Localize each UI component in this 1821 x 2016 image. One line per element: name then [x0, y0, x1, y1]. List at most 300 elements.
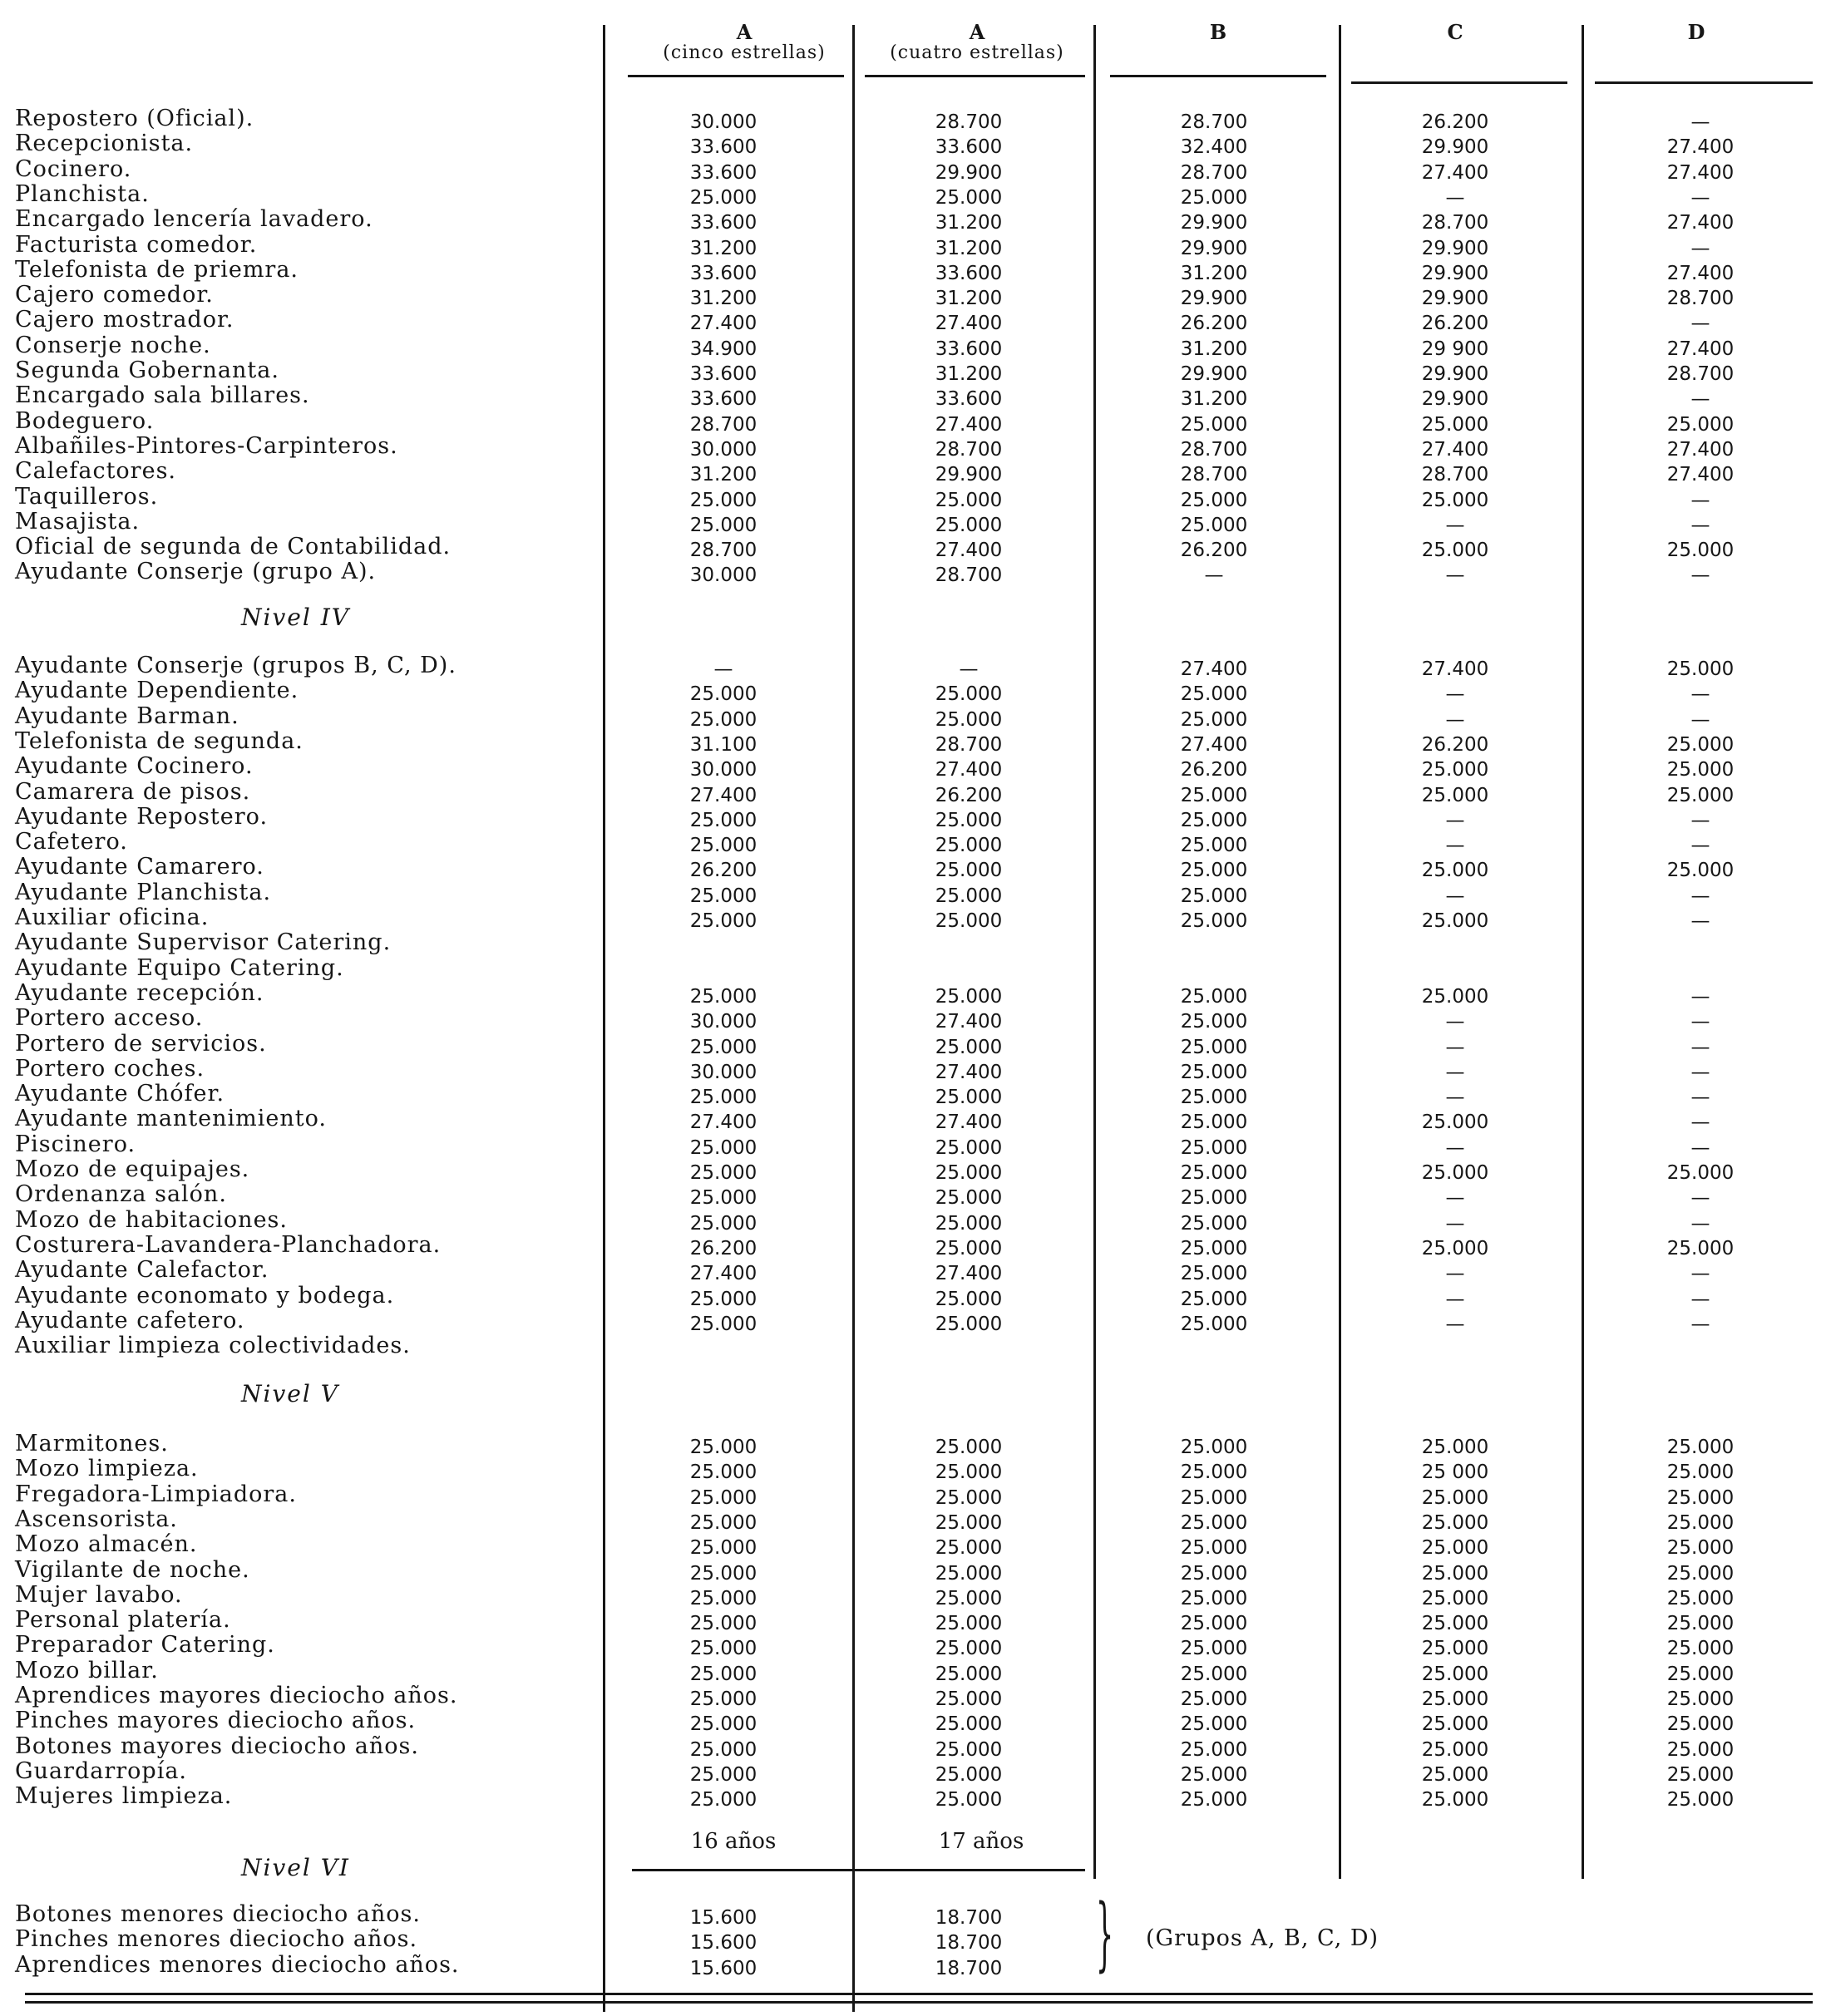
row-value: — [1690, 1212, 1710, 1235]
row-value: 25.000 [935, 985, 1003, 1008]
row-label: Cajero comedor. [15, 282, 214, 308]
row-label: Recepcionista. [15, 131, 194, 157]
row-value: 25.000 [935, 1136, 1003, 1159]
row-value: 28.700 [935, 564, 1003, 587]
row-value: — [1445, 1136, 1465, 1159]
row-value: 25.000 [1666, 413, 1735, 436]
row-value: 25.000 [935, 1713, 1003, 1736]
nivel-vi-heading: Nivel VI [241, 1854, 350, 1881]
row-value: 31.200 [1180, 388, 1248, 411]
row-value: 28.700 [935, 733, 1003, 756]
row-value: 33.600 [689, 262, 758, 284]
row-value: 25.000 [689, 1288, 758, 1310]
row-value: — [1445, 683, 1465, 706]
bottom-rule [25, 2001, 1813, 2004]
row-value: 27.400 [1180, 733, 1248, 756]
col-letter: C [1447, 20, 1463, 44]
row-value: 26.200 [689, 1237, 758, 1259]
row-value: 25.000 [1180, 1187, 1248, 1210]
row-value: 27.400 [689, 1112, 758, 1134]
row-label: Ayudante Calefactor. [15, 1257, 269, 1284]
row-value: 25.000 [1421, 1437, 1489, 1458]
col-letter: A [736, 20, 753, 44]
row-value: 25.000 [1421, 540, 1489, 562]
row-label: Cajero mostrador. [15, 307, 234, 333]
row-value: 25.000 [1666, 1437, 1735, 1458]
row-value: — [1445, 186, 1465, 209]
row-value: 25.000 [1180, 1212, 1248, 1235]
row-value: 25.000 [1180, 1288, 1248, 1310]
row-value: 25.000 [935, 835, 1003, 857]
row-value: — [1690, 1288, 1710, 1310]
row-value: 26.200 [1421, 111, 1489, 133]
row-value: 29.900 [1421, 288, 1489, 310]
row-value: 27.400 [935, 1112, 1003, 1134]
row-value: 25.000 [1666, 1562, 1735, 1585]
nivel-v-heading: Nivel V [241, 1380, 339, 1407]
row-value: 25.000 [1180, 809, 1248, 831]
row-value: — [1690, 1263, 1710, 1285]
row-value: 33.600 [935, 388, 1003, 411]
row-value: 18.700 [935, 1932, 1003, 1954]
row-value: 25.000 [689, 1187, 758, 1210]
row-value: 25.000 [1421, 1713, 1489, 1736]
row-value: — [1690, 835, 1710, 857]
row-value: — [1690, 708, 1710, 731]
row-value: 25.000 [1666, 1789, 1735, 1811]
row-label: Telefonista de segunda. [15, 727, 304, 754]
row-value: — [1690, 1136, 1710, 1159]
row-value: 25.000 [1180, 1562, 1248, 1585]
row-value: 26.200 [1180, 313, 1248, 335]
row-value: 29.900 [1421, 262, 1489, 284]
row-label: Planchista. [15, 180, 150, 207]
row-value: — [1690, 111, 1710, 133]
brace: } [1095, 1887, 1114, 1980]
row-value: 25 000 [1421, 1461, 1489, 1484]
row-label: Segunda Gobernanta. [15, 357, 279, 383]
row-value: 25.000 [1666, 1461, 1735, 1484]
row-label: Preparador Catering. [15, 1632, 275, 1659]
col-letter: D [1687, 20, 1705, 44]
row-value: 25.000 [1180, 1011, 1248, 1033]
row-value: 25.000 [1180, 1738, 1248, 1761]
row-value: 25.000 [689, 910, 758, 932]
row-value: 25.000 [1666, 1486, 1735, 1509]
row-value: 30.000 [689, 1061, 758, 1083]
row-value: 25.000 [689, 1461, 758, 1484]
row-value: 26.200 [935, 784, 1003, 806]
row-value: 33.600 [689, 388, 758, 411]
row-value: 25.000 [935, 1461, 1003, 1484]
row-value: 29.900 [1180, 288, 1248, 310]
row-value: 25.000 [1666, 1663, 1735, 1685]
age-header-17: 17 años [938, 1829, 1024, 1854]
row-value: 25.000 [1421, 1162, 1489, 1184]
header-rule [865, 75, 1085, 77]
row-value: 25.000 [689, 683, 758, 706]
row-value: 25.000 [1180, 985, 1248, 1008]
row-label: Oficial de segunda de Contabilidad. [15, 534, 452, 560]
row-value: 29.900 [1421, 237, 1489, 259]
row-value: 25.000 [689, 885, 758, 907]
row-value: — [1204, 564, 1224, 587]
row-value: 28.700 [1421, 212, 1489, 234]
row-value: 25.000 [1180, 784, 1248, 806]
row-value: 28.700 [1421, 464, 1489, 486]
row-value: 25.000 [935, 1587, 1003, 1609]
row-value: 15.600 [689, 1932, 758, 1954]
row-value: 28.700 [1666, 288, 1735, 310]
row-value: 25.000 [1421, 1486, 1489, 1509]
row-value: 25.000 [935, 1688, 1003, 1710]
row-value: — [1690, 1087, 1710, 1109]
row-value: 25.000 [689, 1713, 758, 1736]
row-value: 25.000 [935, 1212, 1003, 1235]
row-value: 25.000 [935, 1087, 1003, 1109]
row-value: 25.000 [1180, 489, 1248, 511]
row-value: 33.600 [935, 136, 1003, 159]
row-label: Ayudante Conserje (grupo A). [15, 559, 377, 585]
row-value: 25.000 [1666, 1511, 1735, 1534]
row-label: Encargado lencería lavadero. [15, 206, 373, 233]
col-header-a4 [869, 22, 1085, 64]
row-value: 25.000 [689, 489, 758, 511]
row-value: 32.400 [1180, 136, 1248, 159]
row-label: Ayudante Supervisor Catering. [15, 929, 392, 956]
row-value: 25.000 [689, 1212, 758, 1235]
row-value: 29.900 [935, 161, 1003, 184]
row-value: 25.000 [1180, 885, 1248, 907]
column-rule [852, 25, 855, 2012]
row-value: 25.000 [1180, 1136, 1248, 1159]
row-value: 25.000 [1666, 1162, 1735, 1184]
bottom-rule [25, 1993, 1813, 1995]
row-label: Portero de servicios. [15, 1030, 267, 1057]
row-value: 25.000 [1180, 1087, 1248, 1109]
row-value: 25.000 [689, 809, 758, 831]
row-value: 18.700 [935, 1957, 1003, 1979]
row-value: 25.000 [689, 1789, 758, 1811]
row-label: Piscinero. [15, 1131, 136, 1157]
header-rule [1110, 75, 1326, 77]
row-value: 25.000 [1421, 1511, 1489, 1534]
row-value: 25.000 [935, 1288, 1003, 1310]
col-letter: A [969, 20, 985, 44]
row-label: Ayudante recepción. [15, 979, 264, 1006]
row-value: 25.000 [1666, 1237, 1735, 1259]
row-value: 27.400 [1666, 438, 1735, 461]
row-label: Aprendices menores dieciocho años. [15, 1951, 460, 1978]
row-value: 30.000 [689, 1011, 758, 1033]
row-label: Botones mayores dieciocho años. [15, 1733, 419, 1759]
row-value: 25.000 [689, 1663, 758, 1685]
row-label: Ayudante Dependiente. [15, 678, 299, 704]
row-value: 25.000 [935, 1036, 1003, 1058]
row-value: 25.000 [1421, 910, 1489, 932]
row-value: 27.400 [689, 784, 758, 806]
row-value: — [1690, 1112, 1710, 1134]
row-value: 34.900 [689, 338, 758, 360]
row-value: 25.000 [935, 1613, 1003, 1635]
row-value: — [1445, 835, 1465, 857]
row-value: 25.000 [935, 910, 1003, 932]
row-value: 25.000 [1421, 1587, 1489, 1609]
row-value: 25.000 [1421, 1537, 1489, 1560]
row-value: 29.900 [1421, 136, 1489, 159]
row-value: — [1445, 885, 1465, 907]
row-value: 31.100 [689, 733, 758, 756]
row-label: Conserje noche. [15, 332, 211, 358]
row-value: 25.000 [935, 1663, 1003, 1685]
row-label: Pinches mayores dieciocho años. [15, 1708, 417, 1734]
row-value: 25.000 [935, 1738, 1003, 1761]
row-value: 27.400 [1421, 658, 1489, 680]
row-value: 29.900 [1421, 388, 1489, 411]
row-label: Ayudante Chófer. [15, 1081, 225, 1107]
row-value: 25.000 [935, 1789, 1003, 1811]
row-value: 25.000 [1180, 1486, 1248, 1509]
row-label: Mujeres limpieza. [15, 1783, 233, 1810]
row-value: — [1445, 1313, 1465, 1335]
header-rule [1351, 81, 1567, 84]
row-value: 25.000 [1666, 1638, 1735, 1660]
row-value: 25.000 [1180, 1112, 1248, 1134]
row-value: 25.000 [935, 809, 1003, 831]
row-value: 28.700 [1180, 464, 1248, 486]
row-value: 29.900 [1421, 363, 1489, 385]
row-value: 25.000 [689, 514, 758, 536]
row-value: 25.000 [689, 1763, 758, 1786]
row-value: 27.400 [1666, 338, 1735, 360]
row-value: 25.000 [935, 1187, 1003, 1210]
row-label: Auxiliar oficina. [15, 904, 210, 930]
row-label: Ayudante cafetero. [15, 1307, 245, 1333]
row-value: 25.000 [1421, 1663, 1489, 1685]
row-value: — [1445, 1288, 1465, 1310]
col-header-a5 [640, 22, 848, 64]
row-value: 31.200 [1180, 338, 1248, 360]
column-rule [1582, 25, 1584, 1879]
row-label: Ayudante Camarero. [15, 854, 264, 880]
row-value: 25.000 [689, 835, 758, 857]
row-value: 25.000 [1666, 1587, 1735, 1609]
row-value: 29.900 [1180, 212, 1248, 234]
row-value: 31.200 [1180, 262, 1248, 284]
row-value: 29.900 [1180, 237, 1248, 259]
row-value: — [1690, 809, 1710, 831]
row-value: 25.000 [1421, 1763, 1489, 1786]
row-value: — [1445, 1187, 1465, 1210]
row-label: Botones menores dieciocho años. [15, 1901, 421, 1927]
row-value: 33.600 [689, 363, 758, 385]
row-value: 25.000 [935, 1237, 1003, 1259]
row-value: 25.000 [1180, 1713, 1248, 1736]
row-value: 25.000 [1180, 1036, 1248, 1058]
row-value: 25.000 [689, 1587, 758, 1609]
row-value: 25.000 [1180, 708, 1248, 731]
row-value: — [1690, 237, 1710, 259]
col-sub: (cuatro estrellas) [890, 42, 1064, 64]
row-label: Bodeguero. [15, 407, 155, 434]
groups-note: (Grupos A, B, C, D) [1146, 1925, 1379, 1951]
row-label: Aprendices mayores dieciocho años. [15, 1683, 458, 1708]
row-value: — [1690, 388, 1710, 411]
row-label: Ayudante Equipo Catering. [15, 954, 344, 981]
row-label: Taquilleros. [15, 483, 159, 510]
row-value: 25.000 [935, 1486, 1003, 1509]
row-value: 26.200 [1421, 733, 1489, 756]
row-value: 31.200 [689, 237, 758, 259]
row-value: 25.000 [1180, 683, 1248, 706]
row-value: 25.000 [935, 1437, 1003, 1458]
col-header-d [1613, 22, 1779, 43]
col-sub: (cinco estrellas) [663, 42, 826, 64]
row-label: Ayudante Conserje (grupos B, C, D). [15, 653, 456, 678]
row-value: 31.200 [689, 464, 758, 486]
row-value: 25.000 [1666, 733, 1735, 756]
row-value: 28.700 [935, 111, 1003, 133]
column-rule [603, 25, 605, 2012]
row-value: 26.200 [1180, 759, 1248, 781]
row-value: 27.400 [1421, 438, 1489, 461]
row-value: 25.000 [1180, 1613, 1248, 1635]
row-label: Ordenanza salón. [15, 1181, 227, 1208]
row-value: 25.000 [1180, 1263, 1248, 1285]
row-value: 27.400 [1180, 658, 1248, 680]
row-value: 25.000 [689, 1537, 758, 1560]
row-value: 26.200 [1421, 313, 1489, 335]
row-value: 25.000 [1180, 1688, 1248, 1710]
row-value: 25.000 [1180, 860, 1248, 882]
row-label: Ayudante Barman. [15, 702, 239, 729]
row-value: 25.000 [1666, 759, 1735, 781]
row-value: — [1690, 885, 1710, 907]
row-label: Auxiliar limpieza colectividades. [15, 1333, 411, 1359]
row-value: 25.000 [1180, 910, 1248, 932]
row-value: 25.000 [1421, 759, 1489, 781]
row-label: Ayudante Cocinero. [15, 753, 254, 780]
row-value: 25.000 [935, 514, 1003, 536]
row-value: 25.000 [1180, 1587, 1248, 1609]
row-value: 25.000 [1180, 1061, 1248, 1083]
col-header-b [1135, 22, 1301, 43]
row-value: 31.200 [689, 288, 758, 310]
row-value: 25.000 [1180, 1461, 1248, 1484]
row-value: 25.000 [935, 1313, 1003, 1335]
row-value: 25.000 [935, 1537, 1003, 1560]
row-value: 25.000 [689, 1562, 758, 1585]
row-value: — [1445, 1011, 1465, 1033]
row-label: Personal platería. [15, 1607, 231, 1634]
row-value: 27.400 [1421, 161, 1489, 184]
row-value: — [1690, 564, 1710, 587]
row-label: Mozo de habitaciones. [15, 1206, 288, 1233]
row-value: 25.000 [1180, 1763, 1248, 1786]
row-value: 30.000 [689, 564, 758, 587]
row-value: 25.000 [935, 885, 1003, 907]
row-label: Portero coches. [15, 1055, 205, 1082]
row-value: 25.000 [935, 683, 1003, 706]
row-value: — [1445, 1036, 1465, 1058]
row-value: 25.000 [1180, 1537, 1248, 1560]
row-label: Vigilante de noche. [15, 1556, 250, 1583]
row-value: 27.400 [935, 759, 1003, 781]
row-label: Cafetero. [15, 829, 128, 855]
row-value: 33.600 [935, 262, 1003, 284]
row-value: 28.700 [689, 413, 758, 436]
row-value: — [1445, 1061, 1465, 1083]
row-value: 25.000 [1180, 413, 1248, 436]
row-label: Encargado sala billares. [15, 382, 310, 409]
row-value: 33.600 [689, 161, 758, 184]
row-value: 25.000 [689, 985, 758, 1008]
row-value: 31.200 [935, 212, 1003, 234]
row-value: 26.200 [689, 860, 758, 882]
row-value: 25.000 [935, 1562, 1003, 1585]
row-value: 27.400 [935, 1061, 1003, 1083]
row-value: — [1445, 564, 1465, 587]
row-value: 27.400 [935, 413, 1003, 436]
row-value: 28.700 [1666, 363, 1735, 385]
row-value: 25.000 [1421, 985, 1489, 1008]
row-value: 25.000 [689, 1036, 758, 1058]
row-value: 28.700 [935, 438, 1003, 461]
row-value: 30.000 [689, 438, 758, 461]
row-value: 25.000 [1421, 489, 1489, 511]
row-value: — [1445, 1212, 1465, 1235]
row-value: 33.600 [935, 338, 1003, 360]
row-value: 15.600 [689, 1957, 758, 1979]
row-value: 29 900 [1421, 338, 1489, 360]
row-value: 25.000 [689, 1738, 758, 1761]
row-label: Mozo de equipajes. [15, 1156, 250, 1182]
age-header-rule [632, 1869, 1085, 1871]
row-value: 25.000 [1421, 1738, 1489, 1761]
row-value: 28.700 [1180, 161, 1248, 184]
row-value: 26.200 [1180, 540, 1248, 562]
row-value: 25.000 [689, 1638, 758, 1660]
row-label: Facturista comedor. [15, 231, 258, 258]
row-value: — [1690, 985, 1710, 1008]
col-letter: B [1209, 20, 1227, 44]
row-label: Calefactores. [15, 458, 177, 485]
row-value: 25.000 [935, 860, 1003, 882]
row-value: 25.000 [689, 1162, 758, 1184]
row-value: 25.000 [689, 1313, 758, 1335]
row-label: Masajista. [15, 508, 141, 535]
nivel-iv-heading: Nivel IV [241, 604, 350, 631]
row-value: 25.000 [935, 186, 1003, 209]
row-value: 25.000 [1180, 514, 1248, 536]
header-rule [628, 75, 844, 77]
row-label: Pinches menores dieciocho años. [15, 1926, 418, 1953]
row-value: 33.600 [689, 136, 758, 159]
row-value: 25.000 [1421, 860, 1489, 882]
row-label: Repostero (Oficial). [15, 106, 254, 131]
row-value: 27.400 [1666, 161, 1735, 184]
row-label: Albañiles-Pintores-Carpinteros. [15, 432, 398, 459]
row-value: 25.000 [1666, 540, 1735, 562]
column-rule [1093, 25, 1096, 1879]
row-value: 25.000 [1421, 1638, 1489, 1660]
row-value: 25.000 [1180, 1638, 1248, 1660]
row-value: 27.400 [935, 1011, 1003, 1033]
row-value: 25.000 [689, 1511, 758, 1534]
row-value: 25.000 [935, 1638, 1003, 1660]
row-value: 25.000 [1421, 1613, 1489, 1635]
column-rule [1339, 25, 1341, 1879]
